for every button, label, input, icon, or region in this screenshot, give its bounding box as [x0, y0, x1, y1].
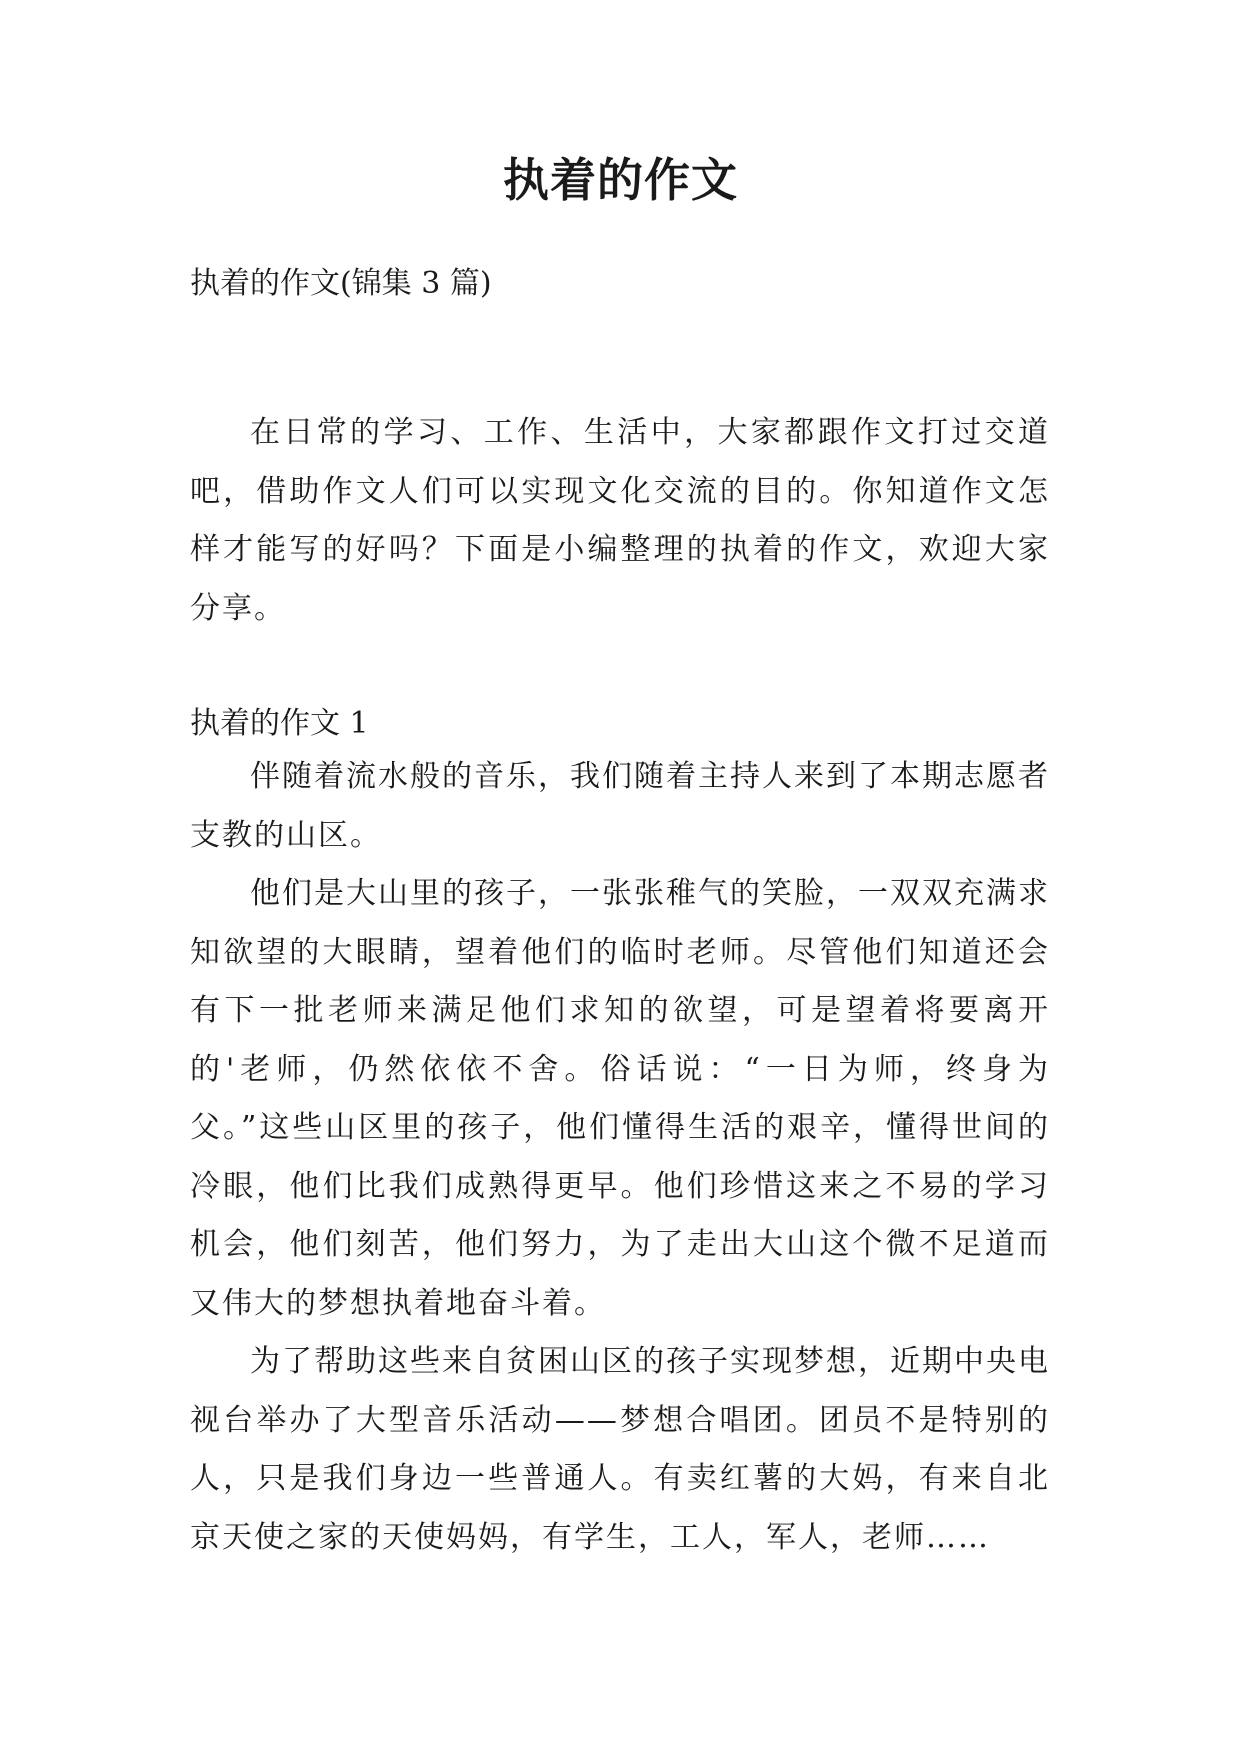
- section-body: [190, 748, 1050, 1567]
- intro-block: [190, 404, 1050, 638]
- body-paragraph-2: 他们是大山里的孩子，一张张稚气的笑脸，一双双充满求知欲望的大眼睛，望着他们的临时老师。尽管他们知道还会有下一批老师来满足他们求知的欲望，可是望着将要离开的'老师，仍然依依不舍。俗话说：“一日为师，终身为父。”这些山区里的孩子，他们懂得生活的艰辛，懂得世间的冷眼，他们比我们成熟得更早。他们珍惜这来之不易的学习机会，他们刻苦，他们努力，为了走出大山这个微不足道而又伟大的梦想执着地奋斗着。: [190, 876, 1050, 1321]
- section-heading: 执着的作文 1: [190, 706, 369, 741]
- document-title: 执着的作文: [503, 153, 738, 207]
- body-paragraph-1: 伴随着流水般的音乐，我们随着主持人来到了本期志愿者支教的山区。: [190, 759, 1050, 853]
- body-paragraph-3: 为了帮助这些来自贫困山区的孩子实现梦想，近期中央电视台举办了大型音乐活动——梦想合唱团。团员不是特别的人，只是我们身边一些普通人。有卖红薯的大妈，有来自北京天使之家的天使妈妈，有学生，工人，军人，老师……: [190, 1344, 1050, 1555]
- intro-paragraph: 在日常的学习、工作、生活中，大家都跟作文打过交道吧，借助作文人们可以实现文化交流的目的。你知道作文怎样才能写的好吗？下面是小编整理的执着的作文，欢迎大家分享。: [190, 415, 1050, 626]
- document-subtitle: 执着的作文(锦集 3 篇): [190, 266, 492, 301]
